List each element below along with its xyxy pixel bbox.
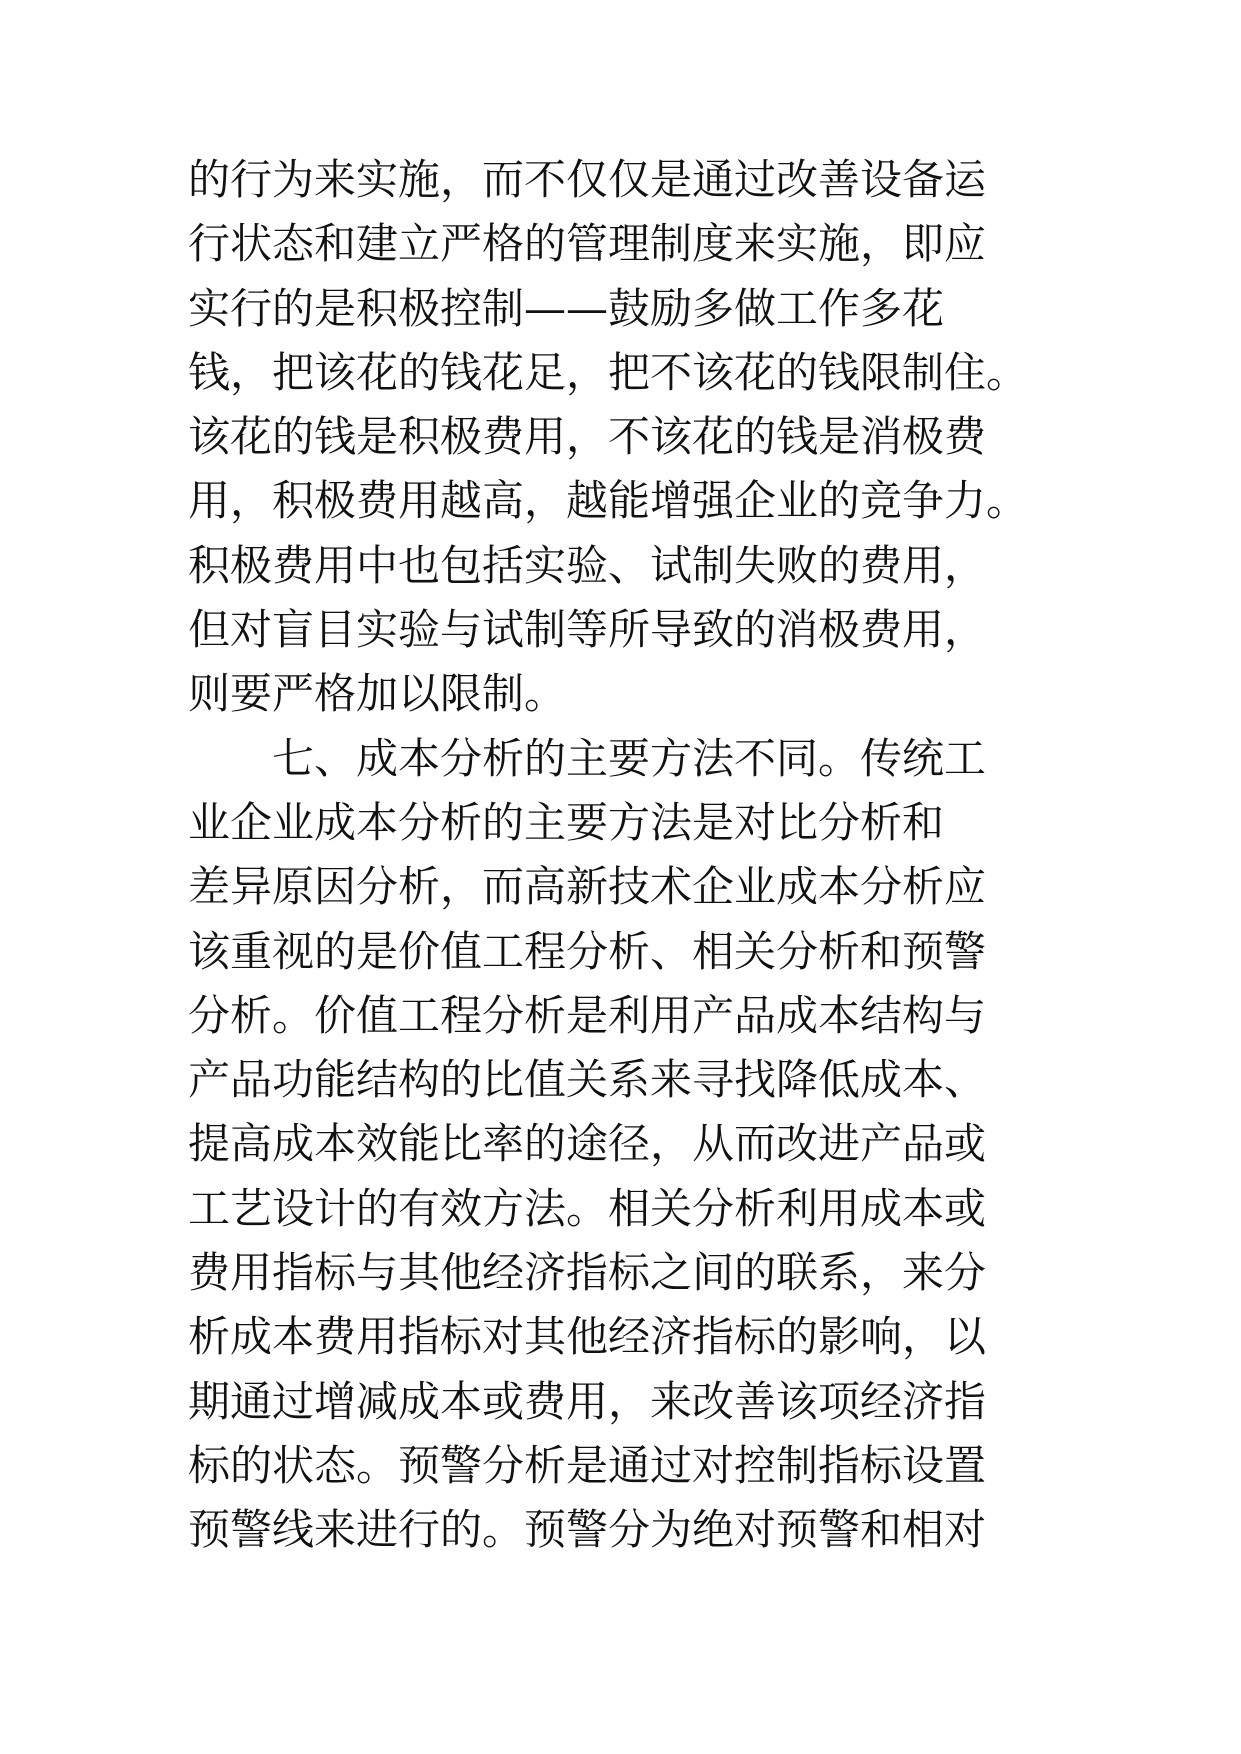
text-line: 期通过增减成本或费用，来改善该项经济指 <box>188 1376 987 1426</box>
text-line: 但对盲目实验与试制等所导致的消极费用， <box>188 605 987 655</box>
text-line: 差异原因分析，而高新技术企业成本分析应 <box>188 862 987 912</box>
text-line: 预警线来进行的。预警分为绝对预警和相对 <box>188 1505 987 1555</box>
text-line: 积极费用中也包括实验、试制失败的费用， <box>188 540 987 590</box>
text-line: 产品功能结构的比值关系来寻找降低成本、 <box>188 1055 987 1105</box>
text-line: 行状态和建立严格的管理制度来实施，即应 <box>188 219 987 269</box>
text-line: 钱，把该花的钱花足，把不该花的钱限制住。 <box>188 347 1029 397</box>
text-line: 的行为来实施，而不仅仅是通过改善设备运 <box>188 155 987 204</box>
text-line: 业企业成本分析的主要方法是对比分析和 <box>188 797 945 847</box>
text-line: 分析。价值工程分析是利用产品成本结构与 <box>188 990 987 1040</box>
text-line: 实行的是积极控制——鼓励多做工作多花 <box>188 283 945 333</box>
text-line: 用，积极费用越高，越能增强企业的竞争力。 <box>188 476 1029 526</box>
text-line: 工艺设计的有效方法。相关分析利用成本或 <box>188 1183 987 1233</box>
text-line: 提高成本效能比率的途径，从而改进产品或 <box>188 1119 987 1169</box>
text-line: 该重视的是价值工程分析、相关分析和预警 <box>188 926 987 976</box>
text-line: 析成本费用指标对其他经济指标的影响，以 <box>188 1312 987 1362</box>
text-line: 费用指标与其他经济指标之间的联系，来分 <box>188 1248 987 1298</box>
text-line: 则要严格加以限制。 <box>188 669 567 719</box>
section-heading-line: 七、成本分析的主要方法不同。传统工 <box>272 733 987 783</box>
text-line: 该花的钱是积极费用，不该花的钱是消极费 <box>188 412 987 462</box>
text-line: 标的状态。预警分析是通过对控制指标设置 <box>188 1440 987 1490</box>
body-text <box>188 148 1068 1563</box>
